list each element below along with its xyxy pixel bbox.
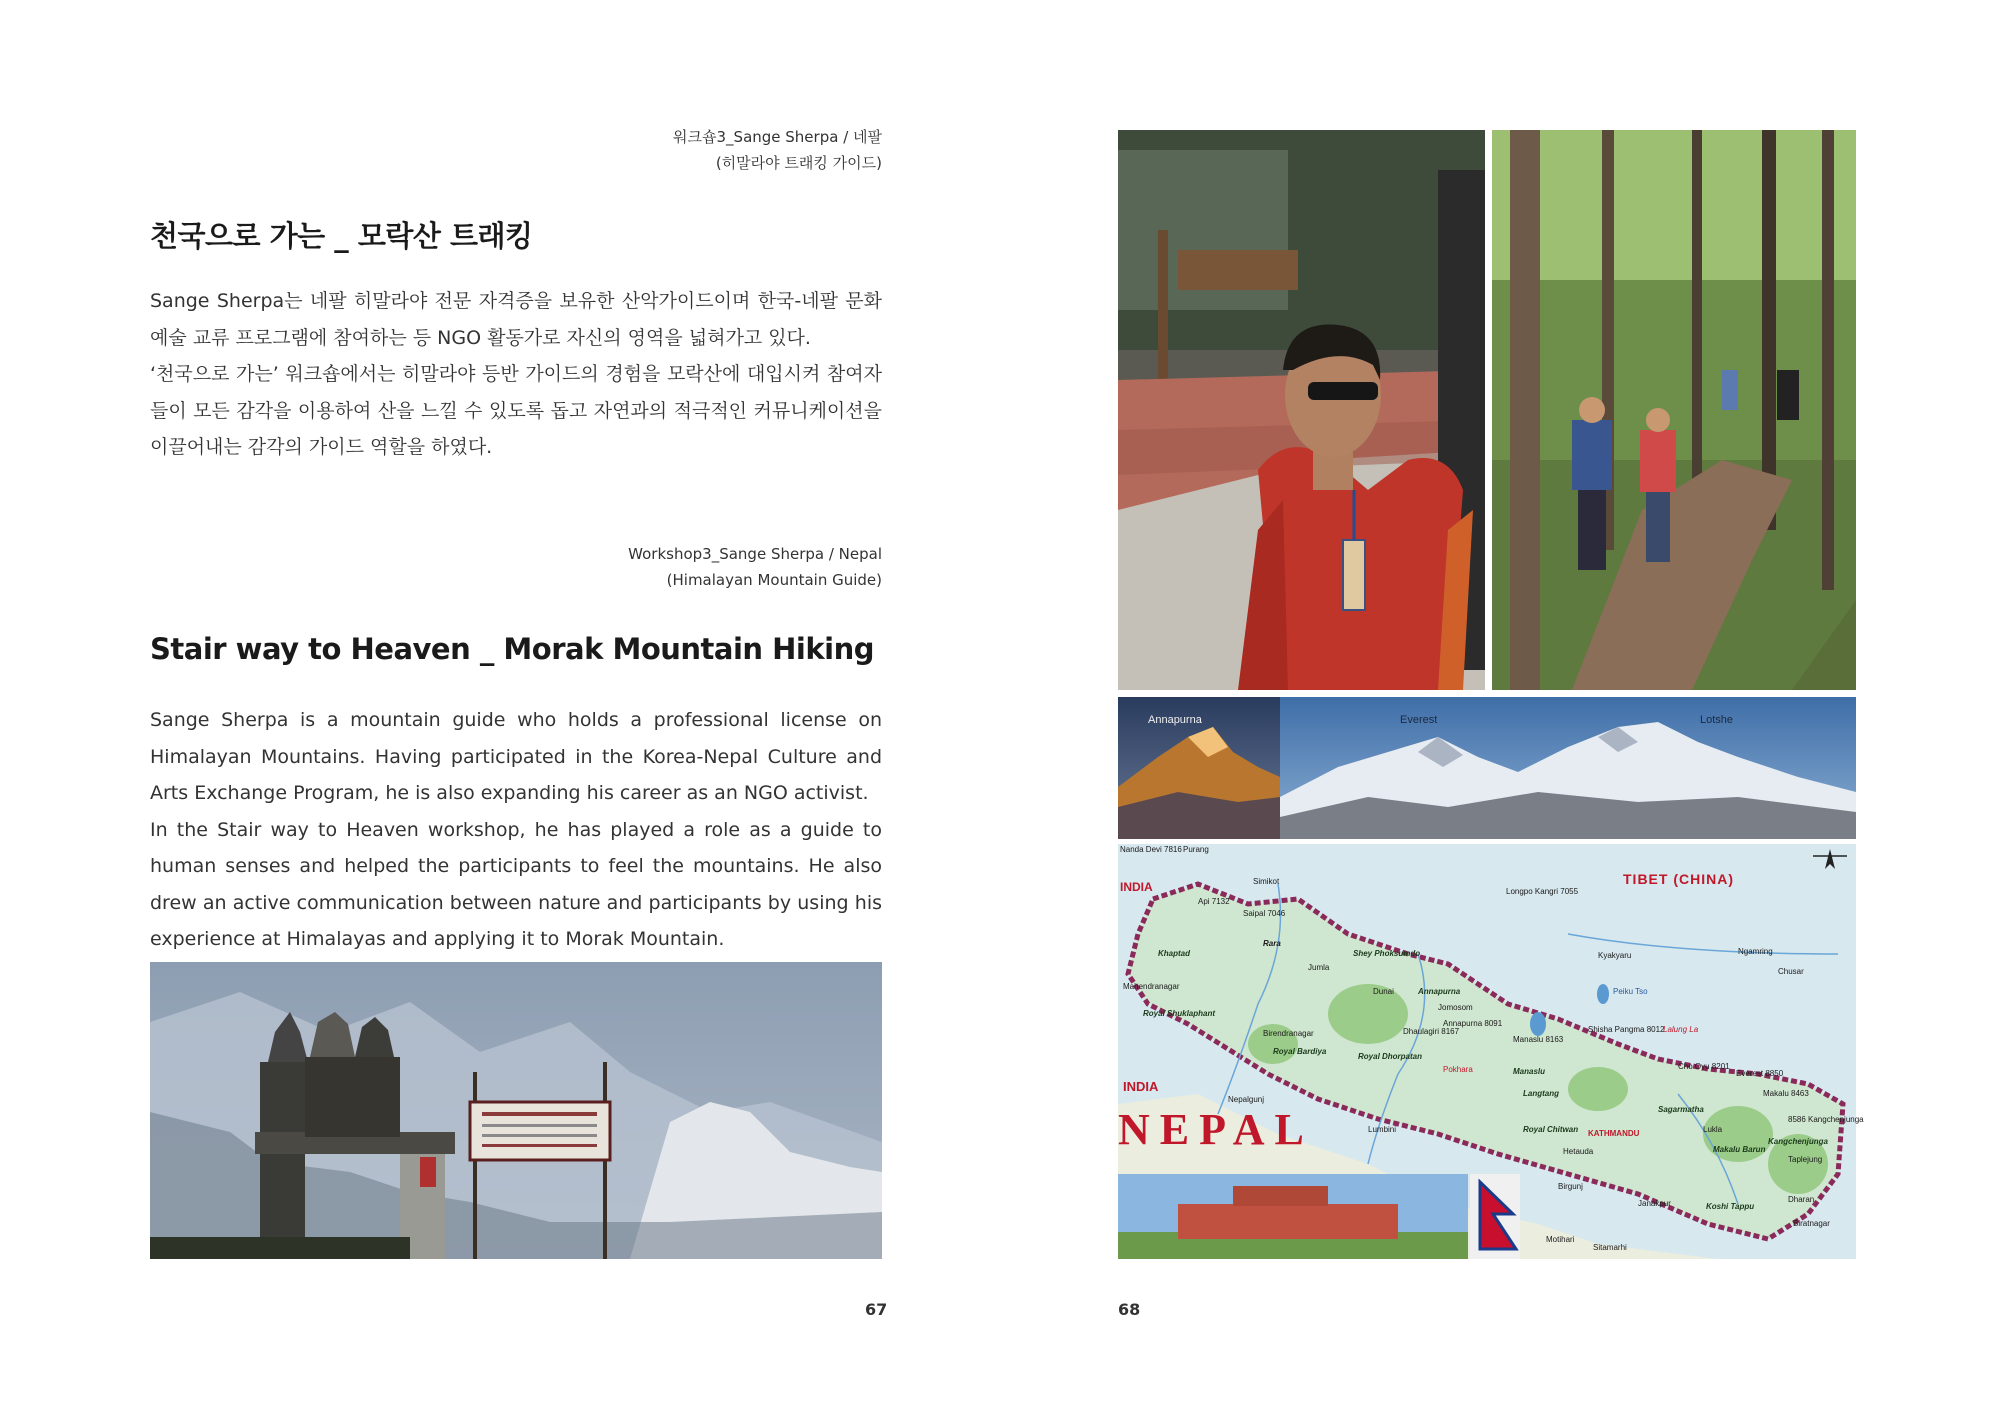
map-place: Sagarmatha <box>1658 1105 1704 1114</box>
map-place: Sitamarhi <box>1593 1243 1627 1252</box>
guide-portrait-photo <box>1118 130 1485 690</box>
map-place: Pokhara <box>1443 1065 1473 1074</box>
kr-credit <box>673 124 882 176</box>
kr-body-paragraph: ‘천국으로 가는’ 워크숍에서는 히말라야 등반 가이드의 경험을 모락산에 대입시켜 참여자들이 모든 감각을 이용하여 산을 느낄 수 있도록 돕고 자연과의 적극적인 커뮤니케이션을 이끌어내는 감각의 가이드 역할을 하였다. <box>150 363 882 458</box>
map-label-india-mid: INDIA <box>1123 1079 1159 1094</box>
panorama-label-annapurna: Annapurna <box>1148 714 1202 726</box>
map-place: Annapurna 8091 <box>1443 1019 1503 1028</box>
map-place: Saipal 7046 <box>1243 909 1286 918</box>
map-place: Nanda Devi 7816 <box>1120 845 1182 854</box>
en-title: Stair way to Heaven _ Morak Mountain Hiking <box>150 632 874 666</box>
map-place: Janakpur <box>1638 1199 1671 1208</box>
map-place: Hetauda <box>1563 1147 1594 1156</box>
map-place: Dunai <box>1373 987 1394 996</box>
map-place: Rara <box>1263 939 1281 948</box>
himalaya-panorama <box>1118 697 1856 839</box>
nepal-map <box>1118 844 1864 1259</box>
en-credit <box>628 541 882 593</box>
map-place: Cho Oyu 8201 <box>1678 1062 1730 1071</box>
map-place: Royal Bardiya <box>1273 1047 1327 1056</box>
map-place: Longpo Kangri 7055 <box>1506 887 1579 896</box>
map-place: Motihari <box>1546 1235 1575 1244</box>
map-place: Lalung La <box>1663 1025 1699 1034</box>
map-place: Mahendranagar <box>1123 982 1180 991</box>
map-place: Annapurna <box>1418 987 1461 996</box>
map-place: Ngamring <box>1738 947 1773 956</box>
map-place: Lukla <box>1703 1125 1723 1134</box>
map-place: Royal Chitwan <box>1523 1125 1579 1134</box>
map-place: Makalu 8463 <box>1763 1089 1809 1098</box>
map-place: Khaptad <box>1158 949 1190 958</box>
panorama-label-everest: Everest <box>1400 714 1438 726</box>
map-place: Jomosom <box>1438 1003 1473 1012</box>
en-credit-line2: (Himalayan Mountain Guide) <box>666 571 882 589</box>
map-place: Kangchenjunga <box>1768 1137 1829 1146</box>
map-place: Nepalgunj <box>1228 1095 1265 1104</box>
map-place: Birgunj <box>1558 1182 1583 1191</box>
kr-credit-line2: (히말라야 트래킹 가이드) <box>715 154 882 172</box>
map-place: Manaslu 8163 <box>1513 1035 1564 1044</box>
map-place: Shisha Pangma 8012 <box>1588 1025 1665 1034</box>
map-country-title: NEPAL <box>1118 1105 1314 1154</box>
page-number-right: 68 <box>1118 1300 1141 1319</box>
map-place: Kyakyaru <box>1598 951 1632 960</box>
en-body-paragraph: Sange Sherpa is a mountain guide who holds a professional license on Himalayan Mountains. Having participated in the Korea-Nepal Culture and Arts Exchange Program, he is also expanding his career as an NGO activist. <box>150 709 882 804</box>
map-place: Purang <box>1183 845 1209 854</box>
map-place: Peiku Tso <box>1613 987 1648 996</box>
map-place: 8586 Kangchenjunga <box>1788 1115 1864 1124</box>
map-place: Dhaulagiri 8167 <box>1403 1027 1460 1036</box>
map-place: Taplejung <box>1788 1155 1823 1164</box>
map-label-tibet: TIBET (CHINA) <box>1623 871 1734 887</box>
kr-body <box>150 283 882 466</box>
kr-credit-line1: 워크숍3_Sange Sherpa / 네팔 <box>673 128 882 146</box>
map-place: Dharan <box>1788 1195 1815 1204</box>
map-place: Royal Shuklaphant <box>1143 1009 1216 1018</box>
map-place: Makalu Barun <box>1713 1145 1766 1154</box>
map-place: Koshi Tappu <box>1706 1202 1755 1211</box>
map-place: Langtang <box>1523 1089 1559 1098</box>
kr-title: 천국으로 가는 _ 모락산 트래킹 <box>150 219 533 253</box>
map-place: Manaslu <box>1513 1067 1546 1076</box>
map-place: Everest 8850 <box>1736 1069 1784 1078</box>
en-body-paragraph: In the Stair way to Heaven workshop, he has played a role as a guide to human senses and helped the participants to feel the mountains. He also drew an active communication between nature and participants by using his experience at Himalayas and applying it to Morak Mountain. <box>150 818 882 950</box>
map-place: Royal Dhorpatan <box>1358 1052 1423 1061</box>
kr-body-paragraph: Sange Sherpa는 네팔 히말라야 전문 자격증을 보유한 산악가이드이며 한국-네팔 문화예술 교류 프로그램에 참여하는 등 NGO 활동가로 자신의 영역을 넓혀가고 있다. <box>150 290 882 349</box>
map-place: Biratnagar <box>1793 1219 1830 1228</box>
map-place: Simikot <box>1253 877 1280 886</box>
forest-hiking-photo <box>1492 130 1856 690</box>
map-place: Lumbini <box>1368 1125 1397 1134</box>
en-body <box>150 702 882 958</box>
en-credit-line1: Workshop3_Sange Sherpa / Nepal <box>628 545 882 563</box>
map-place: Birendranagar <box>1263 1029 1314 1038</box>
map-place: Api 7132 <box>1198 897 1230 906</box>
map-place: KATHMANDU <box>1588 1129 1640 1138</box>
map-place: Jumla <box>1308 963 1330 972</box>
map-place: Shey Phoksumdo <box>1353 949 1421 958</box>
page-number-left: 67 <box>865 1300 888 1319</box>
mountain-gate-photo <box>150 962 882 1259</box>
panorama-label-lotshe: Lotshe <box>1700 714 1734 726</box>
map-label-india-top: INDIA <box>1120 880 1153 894</box>
map-place: Chusar <box>1778 967 1804 976</box>
